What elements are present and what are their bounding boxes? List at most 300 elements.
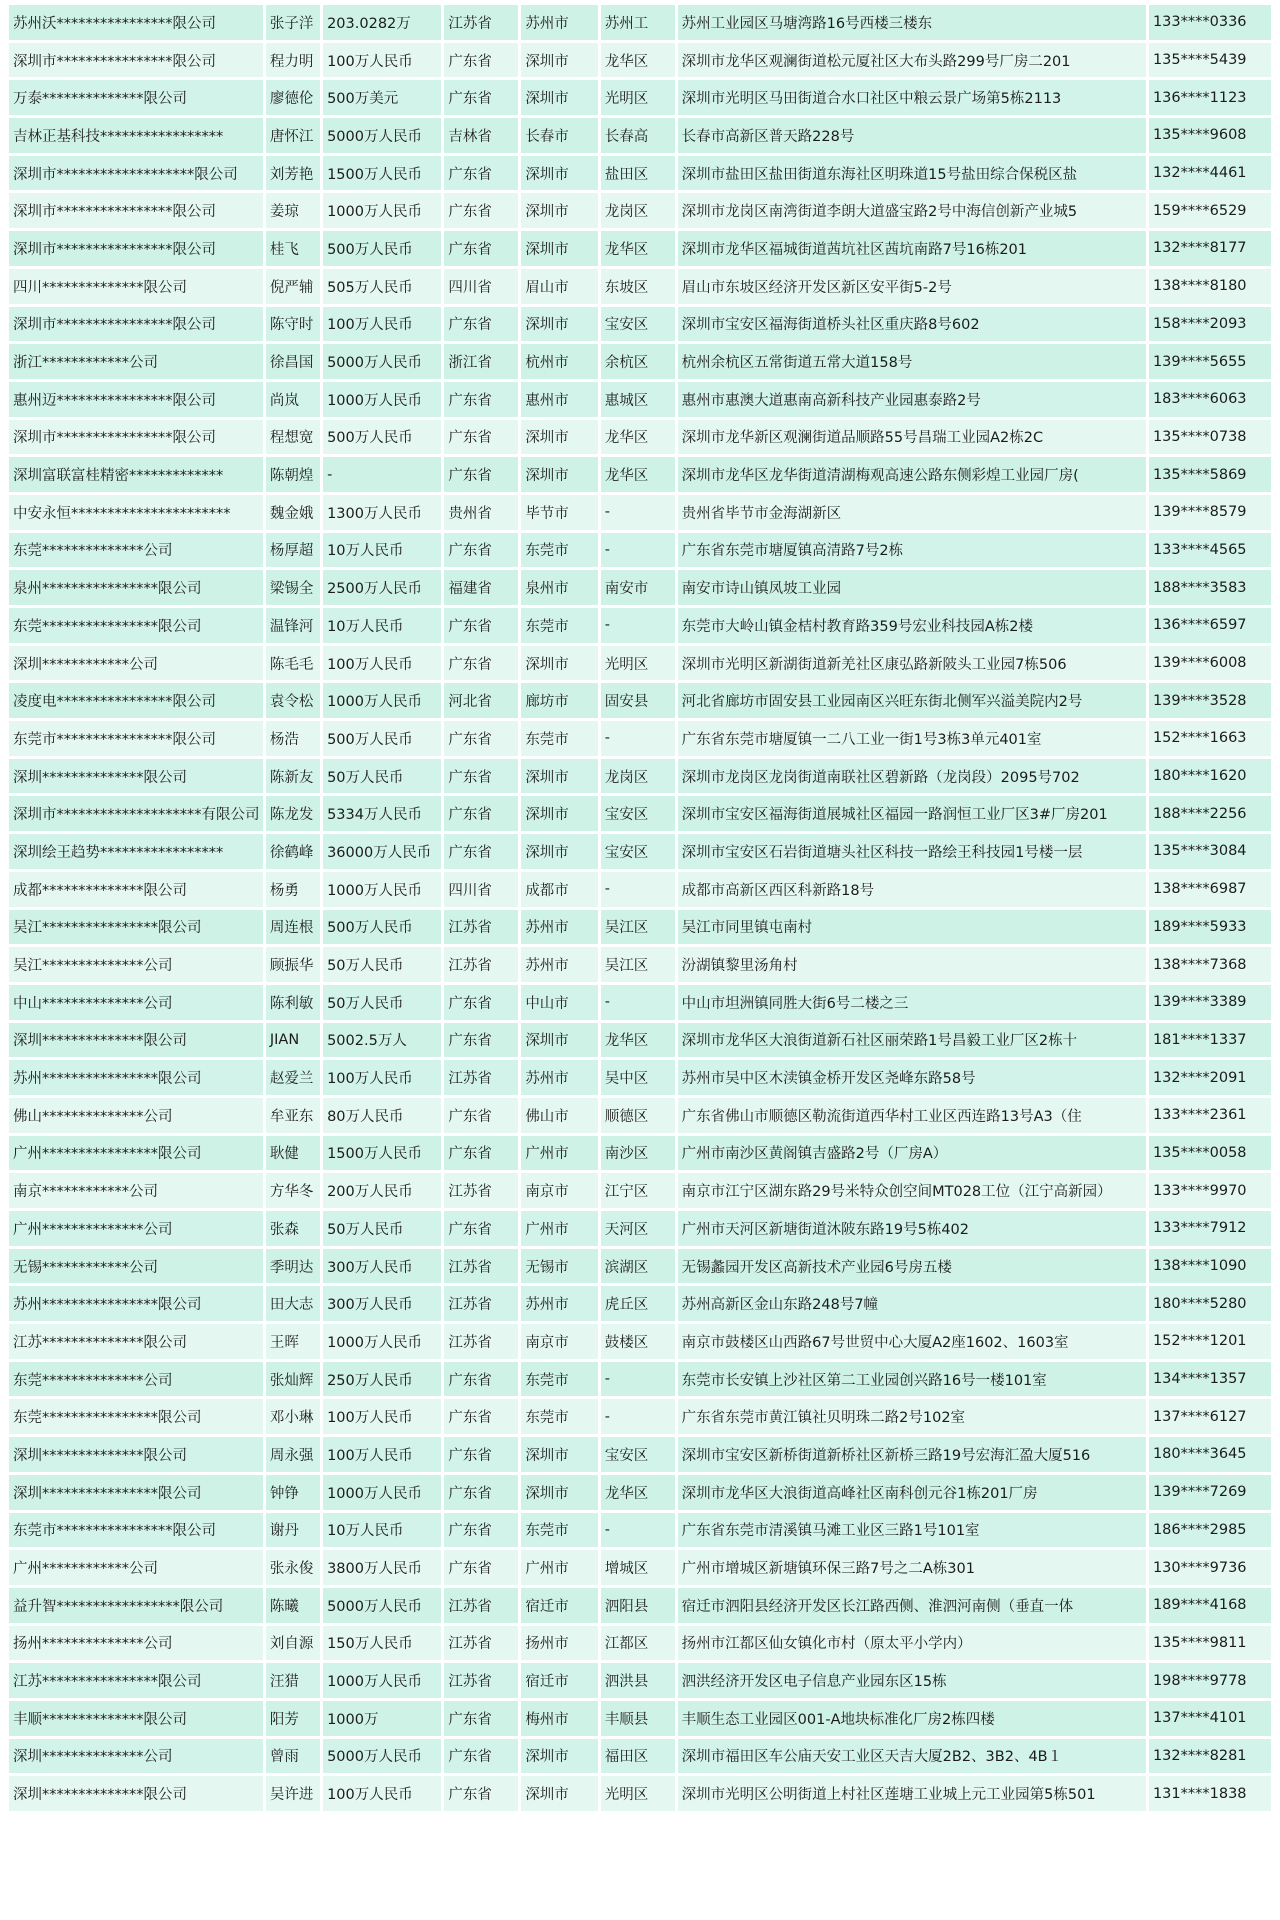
company-name-cell: 东莞市****************限公司	[9, 721, 263, 756]
registered-capital-cell: 500万人民币	[323, 910, 441, 945]
table-row	[9, 985, 1271, 1020]
address-cell: 苏州工业园区马塘湾路16号西楼三楼东	[678, 5, 1146, 40]
district-cell: 泗阳县	[601, 1588, 675, 1623]
registered-capital-cell: 200万人民币	[323, 1173, 441, 1208]
registered-capital-cell: 100万人民币	[323, 43, 441, 78]
registered-capital-cell: 80万人民币	[323, 1098, 441, 1133]
district-cell: 江宁区	[601, 1173, 675, 1208]
company-name-cell: 广州**************公司	[9, 1211, 263, 1246]
city-cell: 广州市	[521, 1136, 597, 1171]
district-cell: 光明区	[601, 646, 675, 681]
city-cell: 深圳市	[521, 156, 597, 191]
province-cell: 广东省	[444, 1211, 518, 1246]
city-cell: 梅州市	[521, 1701, 597, 1736]
district-cell: 龙华区	[601, 420, 675, 455]
district-cell: 虎丘区	[601, 1286, 675, 1321]
legal-rep-cell: 廖德伦	[266, 80, 320, 115]
province-cell: 浙江省	[444, 344, 518, 379]
company-name-cell: 深圳市********************有限公司	[9, 796, 263, 831]
registered-capital-cell: 100万人民币	[323, 307, 441, 342]
city-cell: 东莞市	[521, 721, 597, 756]
phone-cell: 139****6008	[1149, 646, 1271, 681]
address-cell: 深圳市宝安区福海街道展城社区福园一路润恒工业厂区3#厂房201	[678, 796, 1146, 831]
company-name-cell: 深圳市****************限公司	[9, 307, 263, 342]
phone-cell: 135****5869	[1149, 457, 1271, 492]
city-cell: 东莞市	[521, 1399, 597, 1434]
address-cell: 杭州余杭区五常街道五常大道158号	[678, 344, 1146, 379]
district-cell: 南沙区	[601, 1136, 675, 1171]
city-cell: 广州市	[521, 1550, 597, 1585]
district-cell: -	[601, 533, 675, 568]
registered-capital-cell: 1000万人民币	[323, 683, 441, 718]
phone-cell: 159****6529	[1149, 193, 1271, 228]
province-cell: 广东省	[444, 1098, 518, 1133]
table-row	[9, 570, 1271, 605]
city-cell: 深圳市	[521, 307, 597, 342]
province-cell: 江苏省	[444, 910, 518, 945]
table-row	[9, 43, 1271, 78]
province-cell: 广东省	[444, 457, 518, 492]
city-cell: 成都市	[521, 872, 597, 907]
phone-cell: 189****5933	[1149, 910, 1271, 945]
province-cell: 广东省	[444, 1136, 518, 1171]
address-cell: 深圳市龙华区福城街道茜坑社区茜坑南路7号16栋201	[678, 231, 1146, 266]
legal-rep-cell: 赵爱兰	[266, 1060, 320, 1095]
table-row	[9, 1249, 1271, 1284]
company-name-cell: 东莞****************限公司	[9, 1399, 263, 1434]
phone-cell: 135****5439	[1149, 43, 1271, 78]
table-row	[9, 80, 1271, 115]
legal-rep-cell: 刘自源	[266, 1626, 320, 1661]
province-cell: 广东省	[444, 796, 518, 831]
district-cell: 龙华区	[601, 43, 675, 78]
table-row	[9, 1739, 1271, 1774]
phone-cell: 158****2093	[1149, 307, 1271, 342]
province-cell: 广东省	[444, 1023, 518, 1058]
address-cell: 广东省东莞市塘厦镇高清路7号2栋	[678, 533, 1146, 568]
table-row	[9, 1324, 1271, 1359]
table-row	[9, 533, 1271, 568]
address-cell: 广州市增城区新塘镇环保三路7号之二A栋301	[678, 1550, 1146, 1585]
table-row	[9, 5, 1271, 40]
table-row	[9, 1513, 1271, 1548]
district-cell: 固安县	[601, 683, 675, 718]
company-name-cell: 无锡************公司	[9, 1249, 263, 1284]
address-cell: 东莞市大岭山镇金桔村教育路359号宏业科技园A栋2楼	[678, 608, 1146, 643]
company-name-cell: 深圳市****************限公司	[9, 231, 263, 266]
legal-rep-cell: 杨浩	[266, 721, 320, 756]
province-cell: 贵州省	[444, 495, 518, 530]
registered-capital-cell: 1500万人民币	[323, 1136, 441, 1171]
district-cell: 滨湖区	[601, 1249, 675, 1284]
province-cell: 广东省	[444, 1475, 518, 1510]
phone-cell: 138****7368	[1149, 947, 1271, 982]
address-cell: 深圳市宝安区新桥街道新桥社区新桥三路19号宏海汇盈大厦516	[678, 1437, 1146, 1472]
province-cell: 吉林省	[444, 118, 518, 153]
city-cell: 中山市	[521, 985, 597, 1020]
registered-capital-cell: 2500万人民币	[323, 570, 441, 605]
province-cell: 广东省	[444, 193, 518, 228]
district-cell: 龙岗区	[601, 759, 675, 794]
address-cell: 丰顺生态工业园区001-A地块标准化厂房2栋四楼	[678, 1701, 1146, 1736]
city-cell: 东莞市	[521, 533, 597, 568]
table-row	[9, 646, 1271, 681]
company-name-cell: 东莞****************限公司	[9, 608, 263, 643]
city-cell: 宿迁市	[521, 1588, 597, 1623]
company-name-cell: 深圳市****************限公司	[9, 43, 263, 78]
registered-capital-cell: 3800万人民币	[323, 1550, 441, 1585]
registered-capital-cell: -	[323, 457, 441, 492]
legal-rep-cell: 耿健	[266, 1136, 320, 1171]
province-cell: 福建省	[444, 570, 518, 605]
address-cell: 广东省东莞市黄江镇社贝明珠二路2号102室	[678, 1399, 1146, 1434]
company-name-cell: 成都**************限公司	[9, 872, 263, 907]
legal-rep-cell: 周永强	[266, 1437, 320, 1472]
city-cell: 佛山市	[521, 1098, 597, 1133]
city-cell: 深圳市	[521, 1475, 597, 1510]
legal-rep-cell: 袁令松	[266, 683, 320, 718]
district-cell: 泗洪县	[601, 1663, 675, 1698]
phone-cell: 180****5280	[1149, 1286, 1271, 1321]
address-cell: 惠州市惠澳大道惠南高新科技产业园惠泰路2号	[678, 382, 1146, 417]
district-cell: 长春高	[601, 118, 675, 153]
company-name-cell: 深圳市****************限公司	[9, 193, 263, 228]
city-cell: 长春市	[521, 118, 597, 153]
registered-capital-cell: 100万人民币	[323, 1060, 441, 1095]
table-row	[9, 1211, 1271, 1246]
registered-capital-cell: 150万人民币	[323, 1626, 441, 1661]
table-row	[9, 796, 1271, 831]
legal-rep-cell: 王晖	[266, 1324, 320, 1359]
table-row	[9, 156, 1271, 191]
phone-cell: 135****9608	[1149, 118, 1271, 153]
company-name-cell: 深圳****************限公司	[9, 1475, 263, 1510]
company-name-cell: 苏州****************限公司	[9, 1286, 263, 1321]
province-cell: 广东省	[444, 1776, 518, 1811]
province-cell: 江苏省	[444, 1626, 518, 1661]
legal-rep-cell: 程力明	[266, 43, 320, 78]
legal-rep-cell: 牟亚东	[266, 1098, 320, 1133]
company-name-cell: 深圳**************限公司	[9, 759, 263, 794]
city-cell: 深圳市	[521, 80, 597, 115]
province-cell: 广东省	[444, 80, 518, 115]
table-row	[9, 420, 1271, 455]
table-row	[9, 1776, 1271, 1811]
phone-cell: 139****5655	[1149, 344, 1271, 379]
table-row	[9, 1550, 1271, 1585]
district-cell: 宝安区	[601, 834, 675, 869]
table-row	[9, 1588, 1271, 1623]
legal-rep-cell: 桂飞	[266, 231, 320, 266]
phone-cell: 132****4461	[1149, 156, 1271, 191]
city-cell: 宿迁市	[521, 1663, 597, 1698]
table-row	[9, 721, 1271, 756]
phone-cell: 198****9778	[1149, 1663, 1271, 1698]
phone-cell: 186****2985	[1149, 1513, 1271, 1548]
city-cell: 广州市	[521, 1211, 597, 1246]
registered-capital-cell: 500万美元	[323, 80, 441, 115]
province-cell: 江苏省	[444, 1060, 518, 1095]
province-cell: 广东省	[444, 834, 518, 869]
phone-cell: 133****4565	[1149, 533, 1271, 568]
registered-capital-cell: 10万人民币	[323, 1513, 441, 1548]
registered-capital-cell: 50万人民币	[323, 985, 441, 1020]
city-cell: 深圳市	[521, 43, 597, 78]
city-cell: 深圳市	[521, 1776, 597, 1811]
legal-rep-cell: 周连根	[266, 910, 320, 945]
table-row	[9, 1060, 1271, 1095]
address-cell: 深圳市龙华区龙华街道清湖梅观高速公路东侧彩煌工业园厂房(	[678, 457, 1146, 492]
district-cell: -	[601, 1513, 675, 1548]
legal-rep-cell: 程想宽	[266, 420, 320, 455]
table-row	[9, 947, 1271, 982]
table-row	[9, 1173, 1271, 1208]
city-cell: 杭州市	[521, 344, 597, 379]
table-row	[9, 269, 1271, 304]
district-cell: 南安市	[601, 570, 675, 605]
district-cell: 宝安区	[601, 796, 675, 831]
province-cell: 广东省	[444, 608, 518, 643]
table-row	[9, 608, 1271, 643]
address-cell: 广州市南沙区黄阁镇吉盛路2号（厂房A）	[678, 1136, 1146, 1171]
district-cell: 鼓楼区	[601, 1324, 675, 1359]
province-cell: 广东省	[444, 985, 518, 1020]
city-cell: 廊坊市	[521, 683, 597, 718]
legal-rep-cell: 陈曦	[266, 1588, 320, 1623]
district-cell: 盐田区	[601, 156, 675, 191]
table-row	[9, 759, 1271, 794]
registered-capital-cell: 10万人民币	[323, 533, 441, 568]
company-name-cell: 深圳富联富桂精密*************	[9, 457, 263, 492]
legal-rep-cell: 谢丹	[266, 1513, 320, 1548]
address-cell: 中山市坦洲镇同胜大街6号二楼之三	[678, 985, 1146, 1020]
phone-cell: 180****1620	[1149, 759, 1271, 794]
address-cell: 广东省东莞市清溪镇马滩工业区三路1号101室	[678, 1513, 1146, 1548]
legal-rep-cell: 田大志	[266, 1286, 320, 1321]
table-row	[9, 1286, 1271, 1321]
company-name-cell: 江苏**************限公司	[9, 1324, 263, 1359]
phone-cell: 135****0738	[1149, 420, 1271, 455]
company-name-cell: 南京************公司	[9, 1173, 263, 1208]
legal-rep-cell: 刘芳艳	[266, 156, 320, 191]
registered-capital-cell: 500万人民币	[323, 721, 441, 756]
district-cell: -	[601, 1362, 675, 1397]
phone-cell: 138****1090	[1149, 1249, 1271, 1284]
legal-rep-cell: 陈守时	[266, 307, 320, 342]
legal-rep-cell: 吴许进	[266, 1776, 320, 1811]
table-row	[9, 382, 1271, 417]
city-cell: 苏州市	[521, 947, 597, 982]
legal-rep-cell: 梁锡全	[266, 570, 320, 605]
company-name-cell: 东莞市****************限公司	[9, 1513, 263, 1548]
province-cell: 广东省	[444, 231, 518, 266]
phone-cell: 183****6063	[1149, 382, 1271, 417]
province-cell: 广东省	[444, 307, 518, 342]
province-cell: 广东省	[444, 721, 518, 756]
legal-rep-cell: 陈朝煌	[266, 457, 320, 492]
city-cell: 深圳市	[521, 1023, 597, 1058]
phone-cell: 139****8579	[1149, 495, 1271, 530]
table-row	[9, 1437, 1271, 1472]
district-cell: 丰顺县	[601, 1701, 675, 1736]
province-cell: 广东省	[444, 1399, 518, 1434]
city-cell: 东莞市	[521, 1513, 597, 1548]
registered-capital-cell: 1000万人民币	[323, 1324, 441, 1359]
company-name-cell: 深圳**************公司	[9, 1739, 263, 1774]
phone-cell: 180****3645	[1149, 1437, 1271, 1472]
address-cell: 深圳市龙华区大浪街道新石社区丽荣路1号昌毅工业厂区2栋十	[678, 1023, 1146, 1058]
phone-cell: 136****1123	[1149, 80, 1271, 115]
company-name-cell: 四川**************限公司	[9, 269, 263, 304]
table-row	[9, 1362, 1271, 1397]
address-cell: 深圳市龙华区大浪街道高峰社区南科创元谷1栋201厂房	[678, 1475, 1146, 1510]
address-cell: 宿迁市泗阳县经济开发区长江路西侧、淮泗河南侧（垂直一体	[678, 1588, 1146, 1623]
phone-cell: 132****8281	[1149, 1739, 1271, 1774]
legal-rep-cell: 陈利敏	[266, 985, 320, 1020]
phone-cell: 132****8177	[1149, 231, 1271, 266]
registered-capital-cell: 10万人民币	[323, 608, 441, 643]
district-cell: 龙华区	[601, 457, 675, 492]
legal-rep-cell: 倪严辅	[266, 269, 320, 304]
province-cell: 广东省	[444, 382, 518, 417]
phone-cell: 133****7912	[1149, 1211, 1271, 1246]
city-cell: 深圳市	[521, 796, 597, 831]
district-cell: 光明区	[601, 1776, 675, 1811]
address-cell: 深圳市光明区公明街道上村社区莲塘工业城上元工业园第5栋501	[678, 1776, 1146, 1811]
registered-capital-cell: 1000万人民币	[323, 872, 441, 907]
company-name-cell: 浙江************公司	[9, 344, 263, 379]
address-cell: 深圳市龙华新区观澜街道品顺路55号昌瑞工业园A2栋2C	[678, 420, 1146, 455]
province-cell: 广东省	[444, 1513, 518, 1548]
company-name-cell: 深圳绘王趋势*****************	[9, 834, 263, 869]
phone-cell: 138****6987	[1149, 872, 1271, 907]
registered-capital-cell: 100万人民币	[323, 1399, 441, 1434]
registered-capital-cell: 100万人民币	[323, 1776, 441, 1811]
legal-rep-cell: 陈毛毛	[266, 646, 320, 681]
city-cell: 眉山市	[521, 269, 597, 304]
table-row	[9, 457, 1271, 492]
registered-capital-cell: 1000万人民币	[323, 1663, 441, 1698]
province-cell: 江苏省	[444, 1173, 518, 1208]
province-cell: 广东省	[444, 533, 518, 568]
company-name-cell: 苏州****************限公司	[9, 1060, 263, 1095]
district-cell: -	[601, 608, 675, 643]
registered-capital-cell: 250万人民币	[323, 1362, 441, 1397]
province-cell: 广东省	[444, 1362, 518, 1397]
city-cell: 深圳市	[521, 1437, 597, 1472]
city-cell: 深圳市	[521, 834, 597, 869]
legal-rep-cell: JIAN	[266, 1023, 320, 1058]
address-cell: 汾湖镇黎里汤角村	[678, 947, 1146, 982]
table-row	[9, 1098, 1271, 1133]
company-name-cell: 中山**************公司	[9, 985, 263, 1020]
province-cell: 江苏省	[444, 1286, 518, 1321]
address-cell: 南京市鼓楼区山西路67号世贸中心大厦A2座1602、1603室	[678, 1324, 1146, 1359]
table-row	[9, 1399, 1271, 1434]
registered-capital-cell: 5000万人民币	[323, 1739, 441, 1774]
table-row	[9, 118, 1271, 153]
table-row	[9, 834, 1271, 869]
company-name-cell: 东莞**************公司	[9, 533, 263, 568]
phone-cell: 135****3084	[1149, 834, 1271, 869]
table-row	[9, 910, 1271, 945]
district-cell: -	[601, 872, 675, 907]
registered-capital-cell: 300万人民币	[323, 1286, 441, 1321]
phone-cell: 188****2256	[1149, 796, 1271, 831]
registered-capital-cell: 5000万人民币	[323, 1588, 441, 1623]
city-cell: 东莞市	[521, 1362, 597, 1397]
legal-rep-cell: 张灿辉	[266, 1362, 320, 1397]
company-name-cell: 丰顺**************限公司	[9, 1701, 263, 1736]
city-cell: 苏州市	[521, 1060, 597, 1095]
company-name-cell: 江苏****************限公司	[9, 1663, 263, 1698]
table-row	[9, 683, 1271, 718]
city-cell: 深圳市	[521, 193, 597, 228]
phone-cell: 134****1357	[1149, 1362, 1271, 1397]
table-row	[9, 1023, 1271, 1058]
registered-capital-cell: 203.0282万	[323, 5, 441, 40]
phone-cell: 188****3583	[1149, 570, 1271, 605]
province-cell: 江苏省	[444, 1588, 518, 1623]
registered-capital-cell: 5000万人民币	[323, 118, 441, 153]
province-cell: 广东省	[444, 646, 518, 681]
address-cell: 深圳市龙华区观澜街道松元厦社区大布头路299号厂房二201	[678, 43, 1146, 78]
registered-capital-cell: 505万人民币	[323, 269, 441, 304]
legal-rep-cell: 张森	[266, 1211, 320, 1246]
legal-rep-cell: 陈新友	[266, 759, 320, 794]
registered-capital-cell: 1300万人民币	[323, 495, 441, 530]
city-cell: 苏州市	[521, 910, 597, 945]
legal-rep-cell: 唐怀江	[266, 118, 320, 153]
table-row	[9, 193, 1271, 228]
city-cell: 惠州市	[521, 382, 597, 417]
legal-rep-cell: 陈龙发	[266, 796, 320, 831]
company-name-cell: 广州****************限公司	[9, 1136, 263, 1171]
city-cell: 南京市	[521, 1173, 597, 1208]
phone-cell: 135****9811	[1149, 1626, 1271, 1661]
province-cell: 广东省	[444, 1437, 518, 1472]
company-name-cell: 吴江**************公司	[9, 947, 263, 982]
district-cell: 江都区	[601, 1626, 675, 1661]
company-name-cell: 凌度电****************限公司	[9, 683, 263, 718]
province-cell: 四川省	[444, 872, 518, 907]
phone-cell: 137****4101	[1149, 1701, 1271, 1736]
table-row	[9, 1701, 1271, 1736]
registered-capital-cell: 1000万	[323, 1701, 441, 1736]
company-name-cell: 吉林正基科技*****************	[9, 118, 263, 153]
district-cell: -	[601, 985, 675, 1020]
province-cell: 广东省	[444, 156, 518, 191]
address-cell: 泗洪经济开发区电子信息产业园东区15栋	[678, 1663, 1146, 1698]
registered-capital-cell: 1000万人民币	[323, 1475, 441, 1510]
registered-capital-cell: 500万人民币	[323, 231, 441, 266]
phone-cell: 137****6127	[1149, 1399, 1271, 1434]
province-cell: 江苏省	[444, 1249, 518, 1284]
phone-cell: 130****9736	[1149, 1550, 1271, 1585]
table-row	[9, 231, 1271, 266]
registered-capital-cell: 5002.5万人	[323, 1023, 441, 1058]
province-cell: 河北省	[444, 683, 518, 718]
phone-cell: 152****1663	[1149, 721, 1271, 756]
registered-capital-cell: 100万人民币	[323, 646, 441, 681]
district-cell: 吴江区	[601, 947, 675, 982]
phone-cell: 181****1337	[1149, 1023, 1271, 1058]
city-cell: 苏州市	[521, 1286, 597, 1321]
province-cell: 广东省	[444, 1550, 518, 1585]
legal-rep-cell: 杨厚超	[266, 533, 320, 568]
address-cell: 苏州市吴中区木渎镇金桥开发区尧峰东路58号	[678, 1060, 1146, 1095]
registered-capital-cell: 50万人民币	[323, 947, 441, 982]
